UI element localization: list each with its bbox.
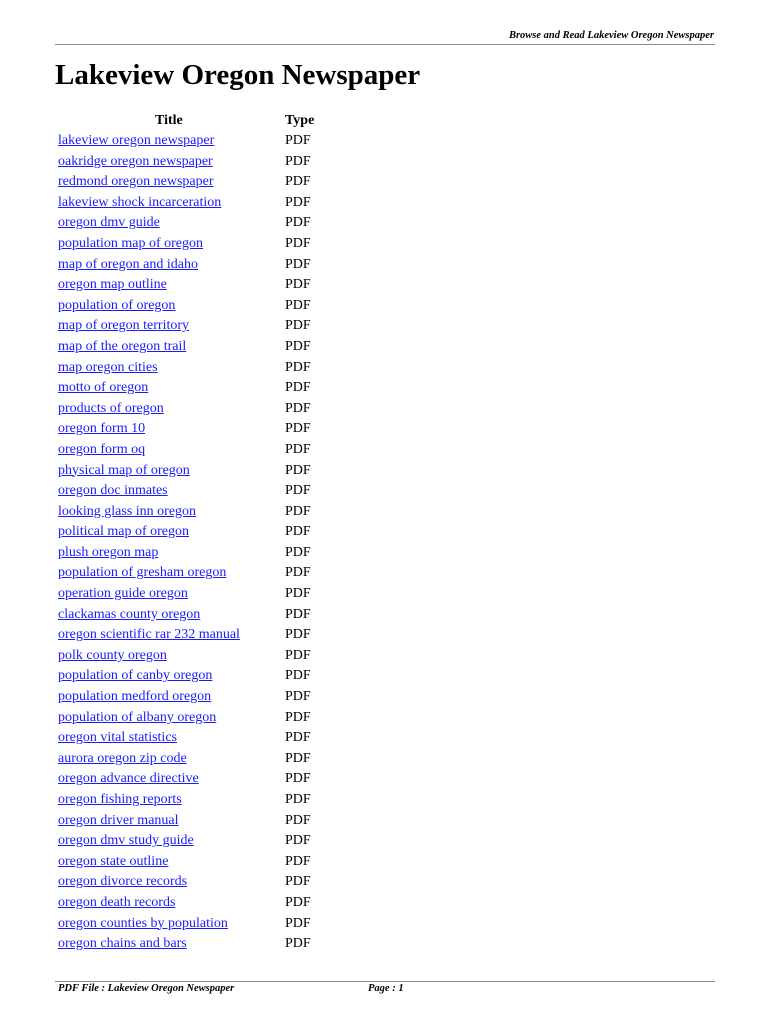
document-title-link[interactable]: looking glass inn oregon bbox=[58, 503, 197, 519]
document-title-link[interactable]: oregon map outline bbox=[58, 277, 167, 293]
footer-divider bbox=[55, 981, 715, 982]
table-row bbox=[58, 543, 358, 564]
document-type: PDF bbox=[285, 235, 311, 251]
table-row bbox=[58, 934, 358, 955]
table-row bbox=[58, 275, 358, 296]
table-row bbox=[58, 687, 358, 708]
document-type: PDF bbox=[285, 462, 311, 478]
document-type: PDF bbox=[285, 709, 311, 725]
document-type: PDF bbox=[285, 730, 311, 746]
table-row bbox=[58, 296, 358, 317]
document-type: PDF bbox=[285, 565, 311, 581]
document-title-link[interactable]: motto of oregon bbox=[58, 380, 149, 396]
document-title-link[interactable]: population medford oregon bbox=[58, 689, 212, 705]
document-title-link[interactable]: oregon doc inmates bbox=[58, 483, 168, 499]
table-row bbox=[58, 172, 358, 193]
document-title-link[interactable]: operation guide oregon bbox=[58, 586, 188, 602]
document-type: PDF bbox=[285, 215, 311, 231]
document-title-link[interactable]: clackamas county oregon bbox=[58, 606, 201, 622]
document-title-link[interactable]: oregon driver manual bbox=[58, 812, 179, 828]
table-row bbox=[58, 831, 358, 852]
document-type: PDF bbox=[285, 647, 311, 663]
document-title-link[interactable]: aurora oregon zip code bbox=[58, 750, 187, 766]
document-title-link[interactable]: lakeview shock incarceration bbox=[58, 194, 222, 210]
document-title-link[interactable]: redmond oregon newspaper bbox=[58, 174, 214, 190]
document-type: PDF bbox=[285, 874, 311, 890]
document-type: PDF bbox=[285, 380, 311, 396]
table-row bbox=[58, 378, 358, 399]
table-row bbox=[58, 193, 358, 214]
document-type: PDF bbox=[285, 194, 311, 210]
table-row bbox=[58, 893, 358, 914]
table-row bbox=[58, 852, 358, 873]
document-title-link[interactable]: map oregon cities bbox=[58, 359, 158, 375]
document-title-link[interactable]: products of oregon bbox=[58, 400, 164, 416]
document-title-link[interactable]: physical map of oregon bbox=[58, 462, 190, 478]
document-title-link[interactable]: population of canby oregon bbox=[58, 668, 213, 684]
column-header-type: Type bbox=[285, 113, 315, 128]
document-type: PDF bbox=[285, 483, 311, 499]
document-title-link[interactable]: political map of oregon bbox=[58, 524, 190, 540]
table-row bbox=[58, 584, 358, 605]
table-row bbox=[58, 481, 358, 502]
document-type: PDF bbox=[285, 338, 311, 354]
document-type: PDF bbox=[285, 812, 311, 828]
document-title-link[interactable]: population of albany oregon bbox=[58, 709, 217, 725]
document-title-link[interactable]: oregon dmv study guide bbox=[58, 833, 194, 849]
table-row bbox=[58, 461, 358, 482]
table-row bbox=[58, 749, 358, 770]
document-type: PDF bbox=[285, 297, 311, 313]
document-type: PDF bbox=[285, 400, 311, 416]
running-header: Browse and Read Lakeview Oregon Newspaper bbox=[508, 30, 714, 41]
table-row bbox=[58, 440, 358, 461]
document-type: PDF bbox=[285, 936, 311, 952]
table-row bbox=[58, 131, 358, 152]
footer-file-label: PDF File : Lakeview Oregon Newspaper bbox=[58, 983, 235, 994]
document-type: PDF bbox=[285, 421, 311, 437]
document-title-link[interactable]: oregon counties by population bbox=[58, 915, 228, 931]
document-type: PDF bbox=[285, 792, 311, 807]
document-type: PDF bbox=[285, 750, 311, 766]
table-row bbox=[58, 419, 358, 440]
document-title-link[interactable]: oregon form oq bbox=[58, 441, 146, 457]
document-type: PDF bbox=[285, 544, 311, 560]
document-title-link[interactable]: map of oregon territory bbox=[58, 318, 190, 334]
document-title-link[interactable]: plush oregon map bbox=[58, 544, 159, 560]
table-row bbox=[58, 625, 358, 646]
document-type: PDF bbox=[285, 174, 311, 190]
document-title-link[interactable]: polk county oregon bbox=[58, 647, 167, 663]
document-title-link[interactable]: lakeview oregon newspaper bbox=[58, 133, 215, 148]
document-type: PDF bbox=[285, 277, 311, 293]
document-type: PDF bbox=[285, 586, 311, 602]
document-title-link[interactable]: oregon scientific rar 232 manual bbox=[58, 627, 240, 643]
table-row bbox=[58, 872, 358, 893]
footer-page-number: Page : 1 bbox=[368, 983, 404, 994]
document-title-link[interactable]: oregon form 10 bbox=[58, 421, 146, 437]
document-title-link[interactable]: map of oregon and idaho bbox=[58, 256, 198, 272]
table-row bbox=[58, 811, 358, 832]
document-type: PDF bbox=[285, 853, 311, 869]
document-title-link[interactable]: oregon chains and bars bbox=[58, 936, 187, 952]
document-type: PDF bbox=[285, 894, 311, 910]
document-type: PDF bbox=[285, 627, 311, 643]
table-row bbox=[58, 152, 358, 173]
table-row bbox=[58, 563, 358, 584]
table-row bbox=[58, 213, 358, 234]
document-title-link[interactable]: oregon advance directive bbox=[58, 771, 199, 787]
table-row bbox=[58, 605, 358, 626]
document-title-link[interactable]: oregon death records bbox=[58, 894, 176, 910]
column-header-title: Title bbox=[155, 113, 183, 128]
table-row bbox=[58, 708, 358, 729]
document-type: PDF bbox=[285, 359, 311, 375]
document-title-link[interactable]: oregon fishing reports bbox=[58, 792, 182, 807]
document-type: PDF bbox=[285, 915, 311, 931]
document-title-link[interactable]: population of gresham oregon bbox=[58, 565, 227, 581]
document-type: PDF bbox=[285, 133, 311, 148]
table-row bbox=[58, 255, 358, 276]
table-row bbox=[58, 358, 358, 379]
document-title-link[interactable]: oregon dmv guide bbox=[58, 215, 160, 231]
document-type: PDF bbox=[285, 441, 311, 457]
table-row bbox=[58, 914, 358, 935]
table-row bbox=[58, 337, 358, 358]
table-row bbox=[58, 666, 358, 687]
table-row bbox=[58, 769, 358, 790]
table-row bbox=[58, 646, 358, 667]
document-title-link[interactable]: oregon divorce records bbox=[58, 874, 188, 890]
table-row bbox=[58, 399, 358, 420]
document-type: PDF bbox=[285, 503, 311, 519]
table-row bbox=[58, 728, 358, 749]
page-title: Lakeview Oregon Newspaper bbox=[55, 59, 421, 91]
document-type: PDF bbox=[285, 771, 311, 787]
document-title-link[interactable]: oakridge oregon newspaper bbox=[58, 153, 213, 169]
header-divider bbox=[55, 44, 715, 45]
document-type: PDF bbox=[285, 833, 311, 849]
table-row bbox=[58, 522, 358, 543]
document-type: PDF bbox=[285, 153, 311, 169]
document-title-link[interactable]: oregon vital statistics bbox=[58, 730, 177, 746]
document-type: PDF bbox=[285, 689, 311, 705]
table-row bbox=[58, 316, 358, 337]
document-title-link[interactable]: oregon state outline bbox=[58, 853, 169, 869]
table-row bbox=[58, 234, 358, 255]
document-type: PDF bbox=[285, 606, 311, 622]
document-type: PDF bbox=[285, 668, 311, 684]
document-type: PDF bbox=[285, 524, 311, 540]
document-title-link[interactable]: population of oregon bbox=[58, 297, 176, 313]
document-list-table bbox=[58, 131, 358, 955]
document-type: PDF bbox=[285, 318, 311, 334]
document-type: PDF bbox=[285, 256, 311, 272]
document-title-link[interactable]: population map of oregon bbox=[58, 235, 204, 251]
table-row bbox=[58, 790, 358, 811]
document-title-link[interactable]: map of the oregon trail bbox=[58, 338, 187, 354]
table-row bbox=[58, 502, 358, 523]
